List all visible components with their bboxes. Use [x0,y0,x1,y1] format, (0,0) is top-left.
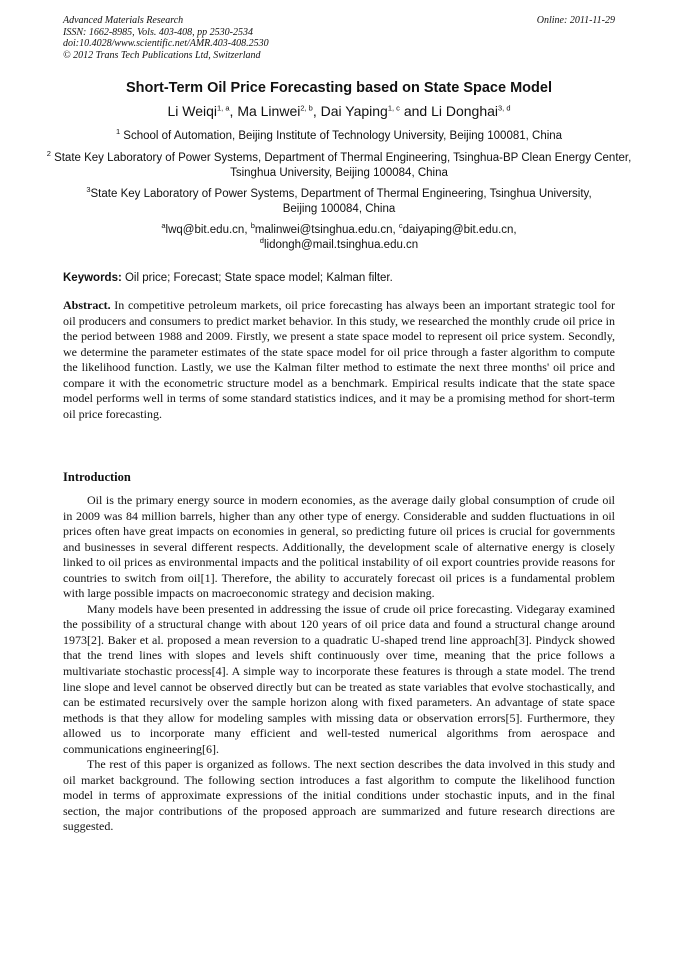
paragraph: Many models have been presented in addressing the issue of crude oil price forecasting. Videgaray examined the possibility of a structural change with about 120 years of oil price data and found a structural change around 1973[2]. Baker et al. proposed a mean reversion to a quadratic U-shaped trend line approach[3]. Pindyck showed that the trend lines with slopes and levels shift continuously over time, meaning that the price follows a multivariate stochastic process[4]. A simple way to incorporate these features is through a state model. The trend line slope and level cannot be observed directly but can be treated as state variables that evolve stochastically, and can be estimated recursively over the sample horizon along with fixed parameters. An advantage of state space methods is that they allow for modeling samples with missing data or observation errors[5]. Furthermore, they allowed us to incorporate many efficient and well-tested numerical algorithms from aerospace and communications engineering[6]. [63,601,615,756]
abstract-text: In competitive petroleum markets, oil price forecasting has always been an important strategic tool for oil producers and consumers to predict market behavior. In this study, we researched the monthly crude oil price in the period between 1988 and 2009. Firstly, we present a state space model to represent oil price system. Secondly, we determine the parameter estimates of the state space model for oil price through a faster algorithm to compute the likelihood function. Lastly, we use the Kalman filter method to estimate the next three months' oil price and compare it with the econometric structure model as a benchmark. Empirical results indicate that the state space model performs well in terms of some standard statistics indices, and it may be a promising method for short-term oil price forecasting. [63,298,615,421]
affiliation-number: 2 [46,149,51,159]
affiliation-number: 1 [115,127,121,137]
abstract-label: Abstract. [63,298,111,312]
paragraph: Oil is the primary energy source in modern economies, as the average daily global consumption of crude oil in 2009 was 84 million barrels, higher than any other type of energy. Considerable and sudden fluctuations in oil prices often have great impacts on economies in general, so predicting future oil prices is crucial for governments and businesses in several different respects. Additionally, the development scale of alternative energy is closely linked to oil prices as environmental impacts and the political instability of oil export countries provide reasons for countries to switch from oil[1]. Therefore, the ability to accurately forecast oil prices is a fundamental problem with large possible impacts on macroeconomic strategy and decision making. [63,493,615,601]
author-name: Li Donghai [431,103,499,119]
author-sup: 3, d [498,103,511,113]
affiliation-1 [40,129,638,144]
author-name: Dai Yaping [320,103,388,119]
affiliation-3 [80,187,598,216]
author-sup: 1, a [217,103,230,113]
email-marker: d [259,235,264,245]
affiliation-text: State Key Laboratory of Power Systems, Department of Thermal Engineering, Tsinghua-BP Clean Energy Center, Tsinghua University, Beijing 100084, China [50,152,632,179]
introduction-body [63,493,615,835]
affiliation-text: State Key Laboratory of Power Systems, Department of Thermal Engineering, Tsinghua University, Beijing 100084, China [90,188,592,215]
affiliation-number: 3 [86,185,91,195]
issn-line: ISSN: 1662-8985, Vols. 403-408, pp 2530-2534 [63,26,253,38]
online-date: Online: 2011-11-29 [536,15,615,26]
author-separator: and [399,103,432,119]
email-marker: a [161,221,166,231]
author-list [30,103,648,119]
author-sup: 2, b [300,103,313,113]
email-list [120,223,558,252]
email-c: daiyaping@bit.edu.cn, [402,224,517,236]
email-marker: b [250,221,255,231]
section-heading-introduction: Introduction [63,470,131,484]
paragraph: The rest of this paper is organized as follows. The next section describes the data involved in this study and oil market background. The following section introduces a fast algorithm to compute the likelihood function model in terms of approximate expressions of the initial conditions under stochastic inputs, and in the final section, the major contributions of the proposed approach are summarized and future research directions are suggested. [63,757,615,834]
email-d: lidongh@mail.tsinghua.edu.cn [263,238,419,251]
affiliation-text: School of Automation, Beijing Institute of Technology University, Beijing 100081, China [120,130,563,142]
affiliation-2 [40,151,638,180]
author-separator: , [312,103,321,119]
email-b: malinwei@tsinghua.edu.cn, [254,224,399,236]
keywords [63,272,393,284]
author-name: Li Weiqi [167,103,218,119]
author-sup: 1, c [387,103,400,113]
email-marker: c [398,221,403,231]
email-a: lwq@bit.edu.cn, [165,224,251,236]
paper-title: Short-Term Oil Price Forecasting based on State Space Model [126,80,552,96]
author-separator: , [229,103,238,119]
keywords-text: Oil price; Forecast; State space model; Kalman filter. [121,272,393,284]
keywords-label: Keywords: [63,272,122,284]
journal-name: Advanced Materials Research [63,15,184,26]
author-name: Ma Linwei [237,103,301,119]
copyright-line: © 2012 Trans Tech Publications Ltd, Switzerland [63,49,261,61]
doi-line: doi:10.4028/www.scientific.net/AMR.403-408.2530 [63,38,269,49]
journal-header [63,15,615,61]
abstract [63,298,615,422]
